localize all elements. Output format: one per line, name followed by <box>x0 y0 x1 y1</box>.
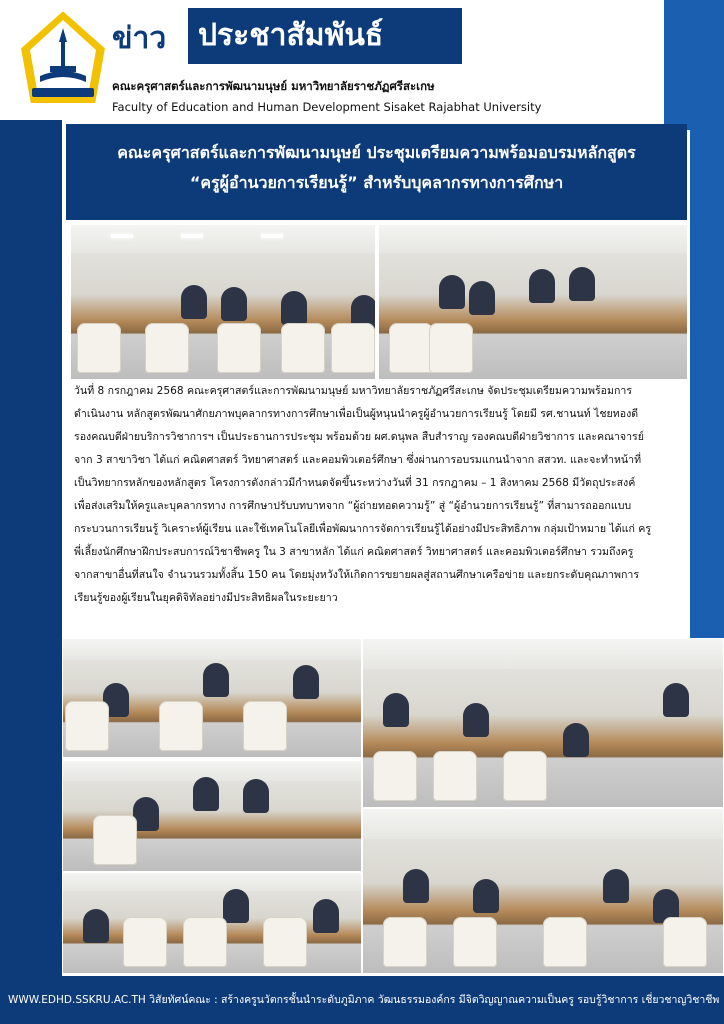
faculty-name-english: Faculty of Education and Human Development Sisaket Rajabhat University <box>112 100 542 114</box>
headline-banner <box>66 124 687 220</box>
headline-line-2: “ครูผู้อำนวยการเรียนรู้” สำหรับบุคลากรทางการศึกษา <box>189 173 564 192</box>
body-line: วันที่ 8 กรกฎาคม 2568 คณะครุศาสตร์และการพัฒนามนุษย์ มหาวิทยาลัยราชภัฏศรีสะเกษ จัดประชุมเตรียมความพร้อมการ <box>74 385 633 397</box>
body-line: ดำเนินงาน หลักสูตรพัฒนาศักยภาพบุคลากรทางการศึกษาเพื่อเป็นผู้หนุนนำครูผู้อำนวยการเรียนรู้ โดยมี รศ.ชานนท์ ไชยทองดี <box>74 408 639 420</box>
body-line: เรียนรู้ของผู้เรียนในยุคดิจิทัลอย่างมีประสิทธิผลในระยะยาว <box>74 592 338 604</box>
faculty-logo-icon <box>18 8 108 108</box>
body-line: รองคณบดีฝ่ายบริการวิชาการฯ เป็นประธานการประชุม พร้อมด้วย ผศ.ดนุพล สืบสำราญ รองคณบดีฝ่ายวิชาการ และคณาจารย์ <box>74 431 644 443</box>
article-body <box>74 380 686 610</box>
body-line: เพื่อส่งเสริมให้ครูและบุคลากรทาง การศึกษาปรับบทบาทจาก “ผู้ถ่ายทอดความรู้” สู่ “ผู้อำนวยการเรียนรู้” ที่สามารถออกแบบ <box>74 500 632 512</box>
meeting-photo-7 <box>62 872 362 974</box>
headline-line-1: คณะครุศาสตร์และการพัฒนามนุษย์ ประชุมเตรียมความพร้อมอบรมหลักสูตร <box>117 143 636 162</box>
meeting-photo-4 <box>362 638 724 808</box>
body-line: จาก 3 สาขาวิชา ได้แก่ คณิตศาสตร์ วิทยาศาสตร์ และคอมพิวเตอร์ศึกษา ซึ่งผ่านการอบรมแกนนำจาก สสวท. และจะทำหน้าที่ <box>74 454 642 466</box>
meeting-photo-2 <box>378 224 688 380</box>
right-top-decorative-bar <box>664 0 724 130</box>
news-label: ข่าว <box>112 21 167 56</box>
body-line: พี่เลี้ยงนักศึกษาฝึกประสบการณ์วิชาชีพครู ใน 3 สาขาหลัก ได้แก่ คณิตศาสตร์ วิทยาศาสตร์ และคอมพิวเตอร์ศึกษา รวมถึงครู <box>74 546 634 558</box>
body-line: จากสาขาอื่นที่สนใจ จำนวนรวมทั้งสิ้น 150 คน โดยมุ่งหวังให้เกิดการขยายผลสู่สถานศึกษาเครือข่าย และยกระดับคุณภาพการ <box>74 569 640 581</box>
left-decorative-bar <box>0 120 62 980</box>
faculty-name-thai: คณะครุศาสตร์และการพัฒนามนุษย์ มหาวิทยาลัยราชภัฏศรีสะเกษ <box>112 79 435 93</box>
body-line: เป็นวิทยากรหลักของหลักสูตร โครงการดังกล่าวมีกำหนดจัดขึ้นระหว่างวันที่ 31 กรกฎาคม – 1 สิงหาคม 2568 มีวัตถุประสงค์ <box>74 477 636 489</box>
meeting-photo-5 <box>62 760 362 872</box>
pr-label: ประชาสัมพันธ์ <box>188 8 462 64</box>
footer-bar: WWW.EDHD.SSKRU.AC.TH วิสัยทัศน์คณะ : สร้างครูนวัตกรชั้นนำระดับภูมิภาค วัฒนธรรมองค์กร มีจิตวิญญาณความเป็นครู รอบรู้วิชาการ เชี่ยวชาญวิชาชีพ <box>0 976 724 1024</box>
meeting-photo-6 <box>362 808 724 974</box>
meeting-photo-1 <box>70 224 376 380</box>
body-line: กระบวนการเรียนรู้ วิเคราะห์ผู้เรียน และใช้เทคโนโลยีเพื่อพัฒนาการจัดการเรียนรู้ได้อย่างมีประสิทธิภาพ กลุ่มเป้าหมาย ได้แก่ ครู <box>74 523 652 535</box>
meeting-photo-3 <box>62 638 362 758</box>
